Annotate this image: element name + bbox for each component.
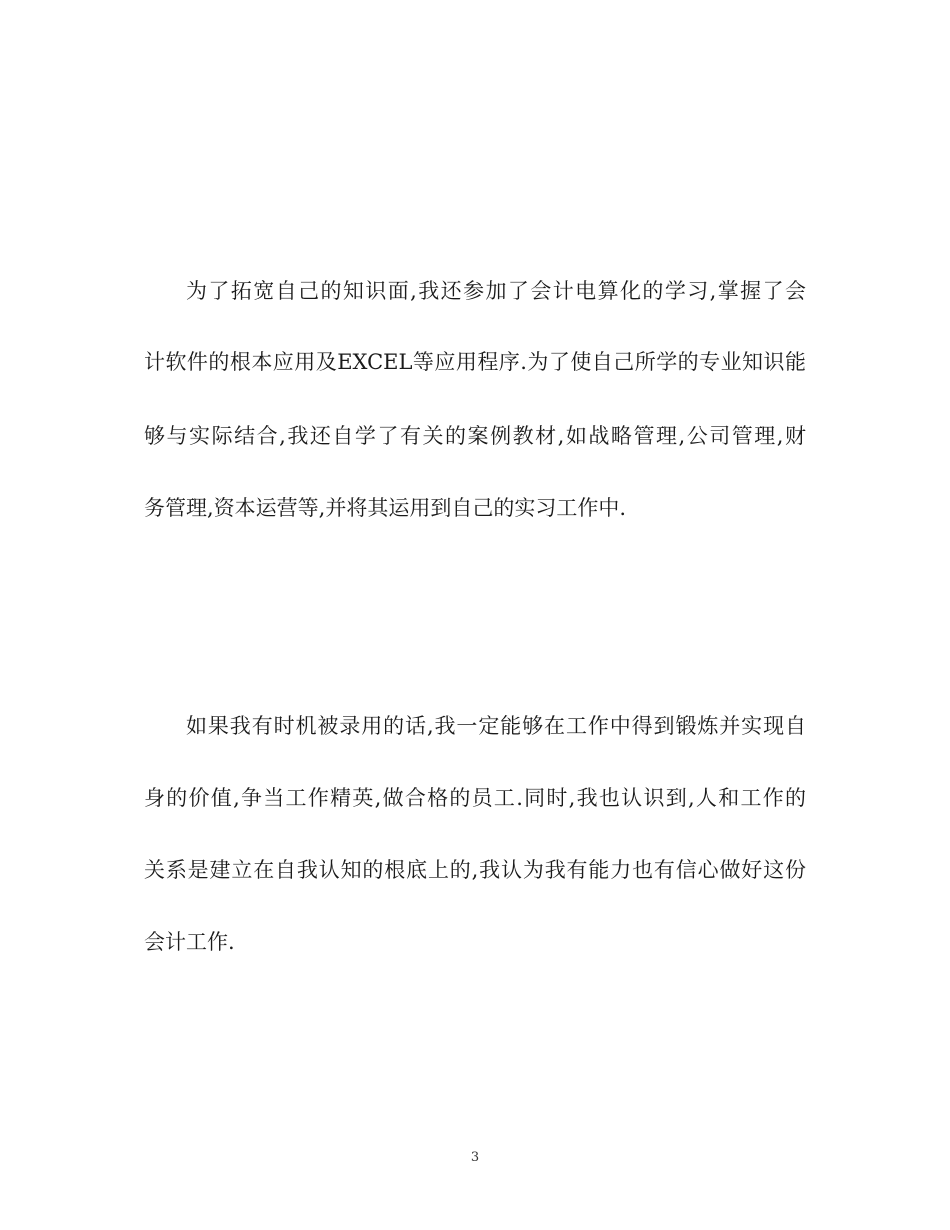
- paragraph-1-line-2: 计软件的根本应用及EXCEL等应用程序.为了使自己所学的专业知识能: [144, 350, 806, 374]
- paragraph-1-line-4: 务管理,资本运营等,并将其运用到自己的实习工作中.: [144, 496, 627, 520]
- paragraph-2-line-2: 身的价值,争当工作精英,做合格的员工.同时,我也认识到,人和工作的: [144, 786, 806, 810]
- paragraph-2-line-1: 如果我有时机被录用的话,我一定能够在工作中得到锻炼并实现自: [186, 714, 806, 738]
- paragraph-1-line-3: 够与实际结合,我还自学了有关的案例教材,如战略管理,公司管理,财: [144, 424, 806, 448]
- paragraph-2-line-3: 关系是建立在自我认知的根底上的,我认为我有能力也有信心做好这份: [144, 858, 806, 882]
- paragraph-1-line-1: 为了拓宽自己的知识面,我还参加了会计电算化的学习,掌握了会: [186, 279, 806, 303]
- paragraph-2-line-4: 会计工作.: [144, 930, 235, 954]
- page-number: 3: [470, 1150, 480, 1165]
